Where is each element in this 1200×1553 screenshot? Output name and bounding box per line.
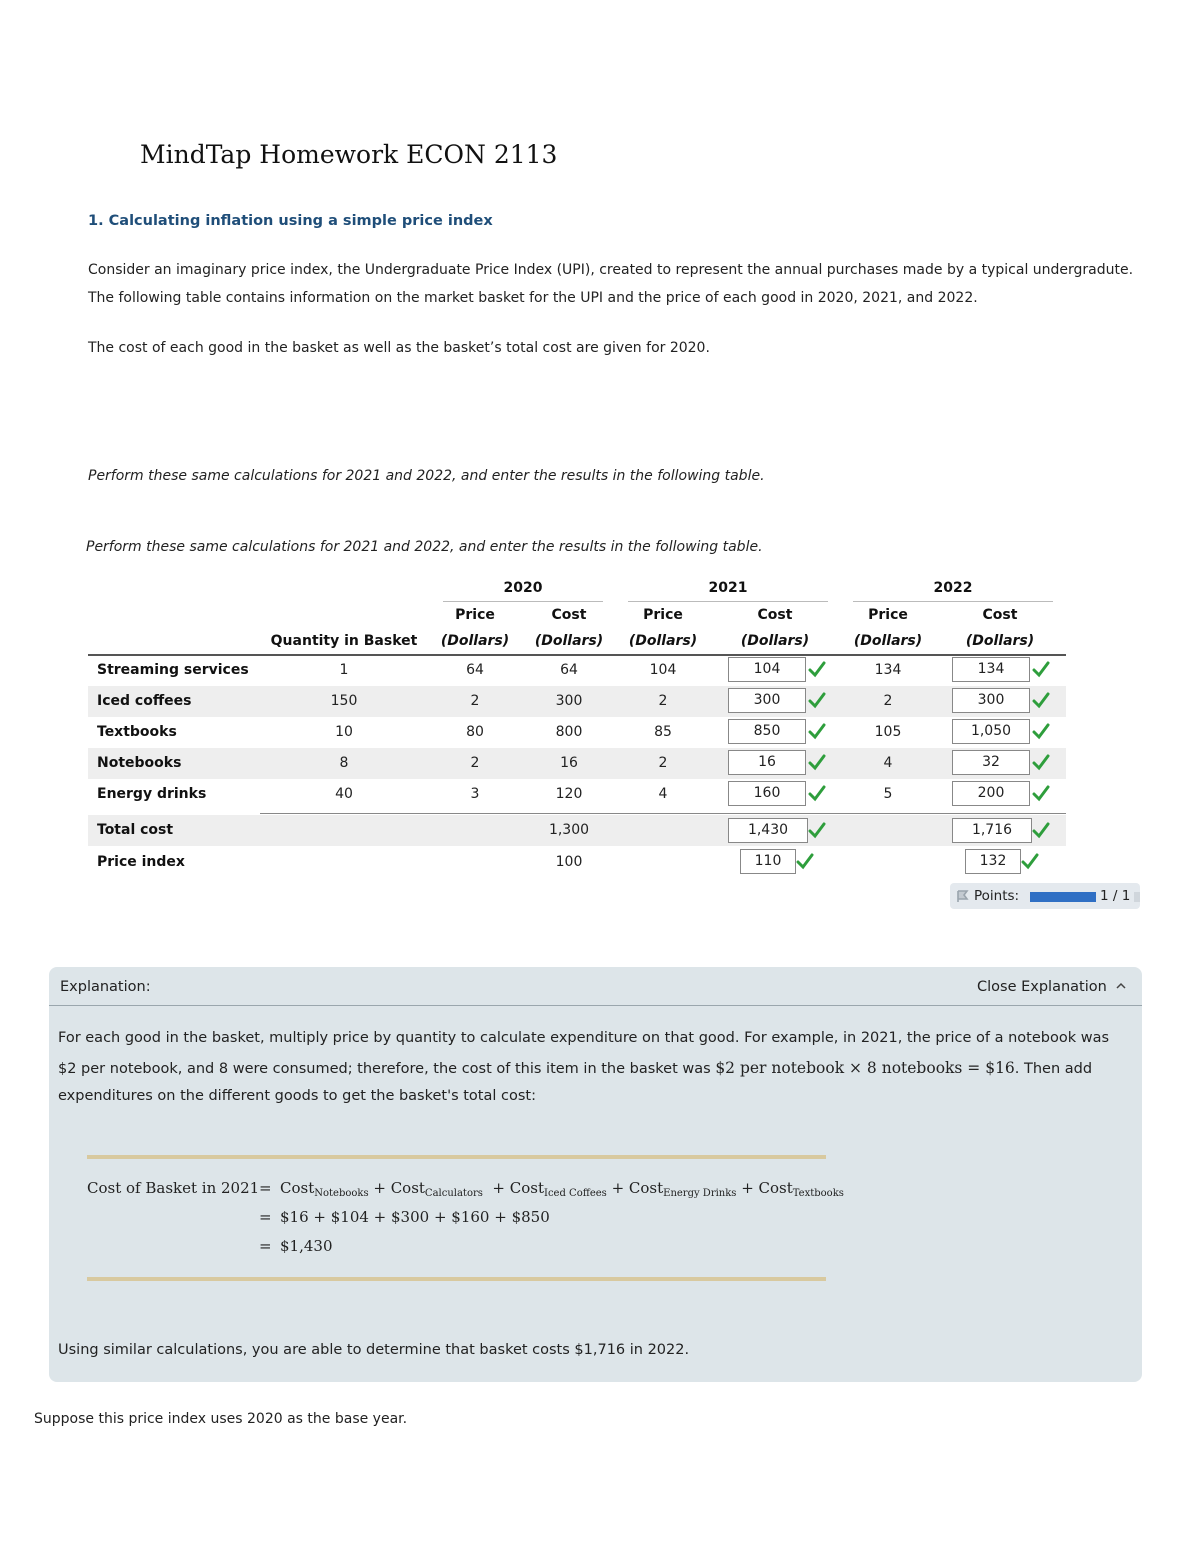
explanation-line-2c: . Then add bbox=[1014, 1061, 1093, 1077]
cell-qty: 1 bbox=[339, 662, 349, 678]
checkmark-icon bbox=[808, 691, 826, 709]
equation-equals: = bbox=[259, 1179, 272, 1197]
row-label-total-cost: Total cost bbox=[97, 822, 174, 838]
cell-price-2021: 85 bbox=[654, 724, 672, 740]
question-title: 1. Calculating inflation using a simple price index bbox=[88, 213, 493, 229]
year-2022-underline bbox=[853, 601, 1053, 602]
cell-cost-2020: 64 bbox=[560, 662, 578, 678]
cell-price-2021: 104 bbox=[649, 662, 677, 678]
col-unit-price-2022: (Dollars) bbox=[853, 633, 923, 649]
cell-price-2022: 134 bbox=[874, 662, 902, 678]
row-label-price-index: Price index bbox=[97, 854, 185, 870]
total-cost-2020: 1,300 bbox=[548, 822, 590, 838]
checkmark-icon bbox=[808, 753, 826, 771]
explanation-line-2 bbox=[58, 1059, 1092, 1077]
eq-cost-term: Cost bbox=[280, 1179, 315, 1197]
checkmark-icon bbox=[808, 722, 826, 740]
explanation-line-1: For each good in the basket, multiply price by quantity to calculate expenditure on that good. For example, in 2021, the price of a notebook was bbox=[58, 1030, 1110, 1046]
checkmark-icon bbox=[1032, 660, 1050, 678]
checkmark-icon bbox=[796, 852, 814, 870]
explanation-line-3: expenditures on the different goods to get the basket's total cost: bbox=[58, 1088, 536, 1104]
cost-2021-input[interactable] bbox=[728, 657, 806, 682]
equation-line-2: $16 + $104 + $300 + $160 + $850 bbox=[280, 1208, 550, 1226]
checkmark-icon bbox=[1032, 753, 1050, 771]
cost-2022-input[interactable] bbox=[952, 688, 1030, 713]
cell-price-2021: 4 bbox=[658, 786, 668, 802]
cost-2022-input[interactable] bbox=[952, 750, 1030, 775]
checkmark-icon bbox=[1021, 852, 1039, 870]
close-explanation-button[interactable] bbox=[977, 979, 1127, 995]
checkmark-icon bbox=[1032, 821, 1050, 839]
eq-sub: Energy Drinks bbox=[663, 1188, 737, 1199]
header-rule bbox=[88, 654, 1066, 656]
col-unit-cost-2022: (Dollars) bbox=[965, 633, 1035, 649]
equation-equals: = bbox=[259, 1237, 272, 1255]
eq-sub: Iced Coffees bbox=[544, 1188, 607, 1199]
intro-line-3: The cost of each good in the basket as well as the basket’s total cost are given for 2020. bbox=[88, 340, 710, 356]
explanation-line-2a: $2 per notebook, and 8 were consumed; therefore, the cost of this item in the basket was bbox=[58, 1061, 716, 1077]
cell-cost-2020: 120 bbox=[555, 786, 583, 802]
cell-qty: 40 bbox=[335, 786, 353, 802]
cost-2021-input[interactable] bbox=[728, 750, 806, 775]
points-label: Points: bbox=[974, 888, 1020, 904]
col-header-cost-2021: Cost bbox=[757, 607, 793, 623]
explanation-header: Explanation: bbox=[60, 979, 151, 995]
explanation-conclusion: Using similar calculations, you are able to determine that basket costs $1,716 in 2022. bbox=[58, 1342, 690, 1358]
cell-qty: 10 bbox=[335, 724, 353, 740]
eq-cost-term: Cost bbox=[390, 1179, 425, 1197]
equation-top-rule bbox=[87, 1155, 826, 1159]
col-unit-price-2021: (Dollars) bbox=[628, 633, 698, 649]
row-label-streaming-services: Streaming services bbox=[97, 662, 249, 678]
eq-cost-term: Cost bbox=[758, 1179, 793, 1197]
col-header-price-2021: Price bbox=[643, 607, 683, 623]
cell-price-2020: 64 bbox=[466, 662, 484, 678]
explanation-divider bbox=[49, 1005, 1142, 1006]
cell-price-2020: 2 bbox=[470, 693, 480, 709]
checkmark-icon bbox=[808, 821, 826, 839]
year-2021-header: 2021 bbox=[708, 580, 748, 596]
cell-price-2021: 2 bbox=[658, 693, 668, 709]
intro-line-2: The following table contains information on the market basket for the UPI and the price of each good in 2020, 2021, and 2022. bbox=[88, 290, 978, 306]
equation-line-3: $1,430 bbox=[280, 1237, 333, 1255]
flag-icon bbox=[956, 890, 969, 903]
points-indicator bbox=[950, 883, 1140, 909]
footer-text: Suppose this price index uses 2020 as the base year. bbox=[34, 1411, 408, 1427]
checkmark-icon bbox=[808, 660, 826, 678]
intro-line-1: Consider an imaginary price index, the Undergraduate Price Index (UPI), created to represent the annual purchases made by a typical undergradute. bbox=[88, 262, 1134, 278]
cell-price-2022: 2 bbox=[883, 693, 893, 709]
col-header-cost-2020: Cost bbox=[551, 607, 587, 623]
cell-price-2020: 80 bbox=[466, 724, 484, 740]
eq-sub: Notebooks bbox=[314, 1188, 369, 1199]
year-2022-header: 2022 bbox=[933, 580, 973, 596]
cell-price-2022: 4 bbox=[883, 755, 893, 771]
col-header-quantity: Quantity in Basket bbox=[270, 633, 418, 649]
cell-qty: 8 bbox=[339, 755, 349, 771]
cost-2021-input[interactable] bbox=[728, 781, 806, 806]
document-title: MindTap Homework ECON 2113 bbox=[140, 140, 558, 169]
cell-cost-2020: 16 bbox=[560, 755, 578, 771]
col-unit-price-2020: (Dollars) bbox=[440, 633, 510, 649]
total-cost-2022-input[interactable] bbox=[952, 818, 1032, 843]
checkmark-icon bbox=[1032, 784, 1050, 802]
checkmark-icon bbox=[808, 784, 826, 802]
eq-sub: Textbooks bbox=[792, 1188, 844, 1199]
cost-2021-input[interactable] bbox=[728, 688, 806, 713]
equation-equals: = bbox=[259, 1208, 272, 1226]
close-explanation-label: Close Explanation bbox=[977, 979, 1107, 995]
cell-price-2022: 105 bbox=[874, 724, 902, 740]
instruction-2: Perform these same calculations for 2021 and 2022, and enter the results in the following table. bbox=[86, 539, 763, 555]
points-progress-fill bbox=[1030, 892, 1100, 902]
eq-cost-term: Cost bbox=[628, 1179, 664, 1197]
year-2020-header: 2020 bbox=[503, 580, 543, 596]
equation-bottom-rule bbox=[87, 1277, 826, 1281]
points-score: 1 / 1 bbox=[1096, 888, 1134, 904]
col-header-price-2020: Price bbox=[455, 607, 495, 623]
checkmark-icon bbox=[1032, 691, 1050, 709]
explanation-panel bbox=[49, 967, 1142, 1382]
equation-line-1: Cost$_{Notebooks}$ + Cost$_{Calculators}$ + Cost$_{Iced Coffees}$ + Cost$_{Energy Drinks}$ + Cost$_{Textbooks}$ bbox=[280, 1179, 844, 1199]
checkmark-icon bbox=[1032, 722, 1050, 740]
equation-lhs: Cost of Basket in 2021 bbox=[87, 1179, 260, 1197]
row-label-textbooks: Textbooks bbox=[97, 724, 177, 740]
price-index-2021-input[interactable] bbox=[740, 849, 796, 874]
year-2021-underline bbox=[628, 601, 828, 602]
col-header-price-2022: Price bbox=[868, 607, 908, 623]
col-unit-cost-2021: (Dollars) bbox=[740, 633, 810, 649]
col-header-cost-2022: Cost bbox=[982, 607, 1018, 623]
total-rule bbox=[260, 813, 1066, 814]
year-2020-underline bbox=[443, 601, 603, 602]
cost-2021-input[interactable] bbox=[728, 719, 806, 744]
total-cost-2021-input[interactable] bbox=[728, 818, 808, 843]
row-label-iced-coffees: Iced coffees bbox=[97, 693, 192, 709]
eq-sub: Calculators bbox=[424, 1188, 483, 1199]
row-label-energy-drinks: Energy drinks bbox=[97, 786, 207, 802]
instruction-1: Perform these same calculations for 2021 and 2022, and enter the results in the following table. bbox=[88, 468, 765, 484]
cost-2022-input[interactable] bbox=[952, 719, 1030, 744]
cell-qty: 150 bbox=[330, 693, 358, 709]
eq-cost-term: Cost bbox=[509, 1179, 544, 1197]
cost-2022-input[interactable] bbox=[952, 657, 1030, 682]
price-index-2020: 100 bbox=[555, 854, 583, 870]
cost-2022-input[interactable] bbox=[952, 781, 1030, 806]
cell-price-2021: 2 bbox=[658, 755, 668, 771]
cell-cost-2020: 300 bbox=[555, 693, 583, 709]
cell-price-2020: 2 bbox=[470, 755, 480, 771]
price-index-2022-input[interactable] bbox=[965, 849, 1021, 874]
chevron-up-icon bbox=[1115, 981, 1127, 991]
cell-price-2020: 3 bbox=[470, 786, 480, 802]
cell-price-2022: 5 bbox=[883, 786, 893, 802]
row-label-notebooks: Notebooks bbox=[97, 755, 182, 771]
notebook-cost-formula: $2 per notebook × 8 notebooks = $16 bbox=[715, 1059, 1015, 1077]
col-unit-cost-2020: (Dollars) bbox=[534, 633, 604, 649]
cell-cost-2020: 800 bbox=[555, 724, 583, 740]
